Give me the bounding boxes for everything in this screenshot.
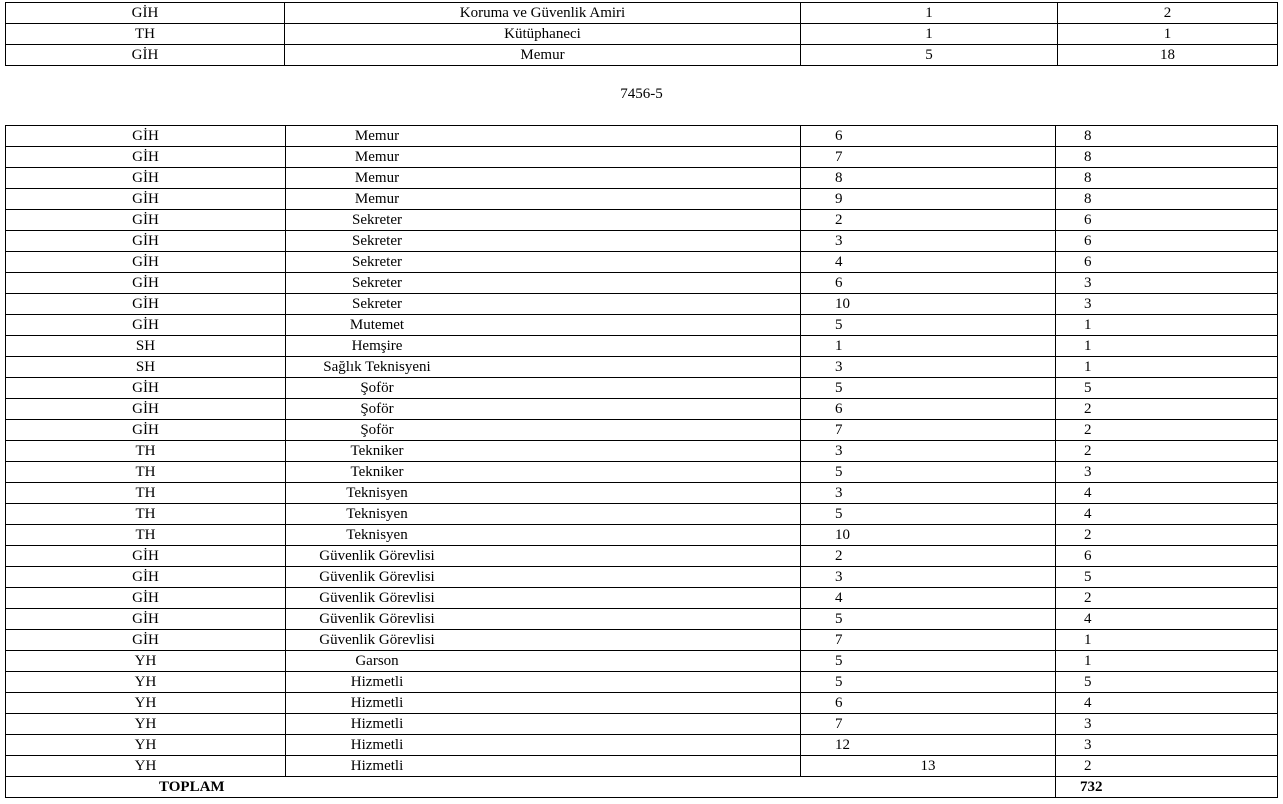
title-text: Sekreter <box>352 275 402 291</box>
title-text: Teknisyen <box>346 527 408 543</box>
title-text-cell <box>286 294 801 315</box>
table-row <box>6 45 1278 66</box>
count-cell: 4 <box>1056 504 1278 525</box>
title-text: Hizmetli <box>350 716 404 732</box>
class-cell: YH <box>6 672 286 693</box>
count-cell: 3 <box>1056 294 1278 315</box>
title-text: Hizmetli <box>350 758 404 774</box>
count-cell: 6 <box>1056 252 1278 273</box>
degree-cell: 3 <box>801 567 1056 588</box>
title-text-cell <box>286 399 801 420</box>
page-number: 7456-5 <box>620 86 663 102</box>
title-text-cell <box>286 567 801 588</box>
class-cell: GİH <box>6 45 285 66</box>
count-cell: 3 <box>1056 735 1278 756</box>
count-cell: 5 <box>1056 567 1278 588</box>
table-row <box>6 24 1278 45</box>
title-text-cell <box>286 609 801 630</box>
class-cell: YH <box>6 735 286 756</box>
title-text: Güvenlik Görevlisi <box>319 611 435 627</box>
main-table <box>5 125 1278 798</box>
class-cell: GİH <box>6 609 286 630</box>
title-text-cell <box>286 504 801 525</box>
degree-cell: 5 <box>801 504 1056 525</box>
title-text-cell <box>286 378 801 399</box>
table-row <box>6 672 1278 693</box>
title-text-cell <box>286 126 801 147</box>
title-text: Mutemet <box>349 317 405 333</box>
count-cell: 6 <box>1056 546 1278 567</box>
title-text: Tekniker <box>350 443 404 459</box>
title-text-cell <box>286 651 801 672</box>
title-text: Memur <box>354 170 400 186</box>
title-text-cell <box>286 147 801 168</box>
class-cell: YH <box>6 756 286 777</box>
degree-cell: 5 <box>801 315 1056 336</box>
title-text: Hizmetli <box>350 695 404 711</box>
degree-cell: 5 <box>801 672 1056 693</box>
title-text: Şoför <box>360 422 394 438</box>
count-cell: 2 <box>1056 420 1278 441</box>
degree-cell: 5 <box>801 45 1058 66</box>
count-cell: 1 <box>1056 651 1278 672</box>
degree-cell: 1 <box>801 336 1056 357</box>
class-cell: TH <box>6 504 286 525</box>
count-cell: 4 <box>1056 483 1278 504</box>
degree-cell: 3 <box>801 231 1056 252</box>
degree-cell: 6 <box>801 273 1056 294</box>
class-cell: GİH <box>6 567 286 588</box>
title-text: Hizmetli <box>350 674 404 690</box>
degree-cell: 1 <box>801 24 1058 45</box>
title-text-cell <box>286 210 801 231</box>
class-cell: GİH <box>6 231 286 252</box>
degree-cell: 7 <box>801 147 1056 168</box>
class-cell: GİH <box>6 147 286 168</box>
count-cell: 8 <box>1056 126 1278 147</box>
class-cell: GİH <box>6 630 286 651</box>
class-cell: GİH <box>6 252 286 273</box>
count-cell: 3 <box>1056 273 1278 294</box>
title-text-cell <box>286 189 801 210</box>
title-text-cell <box>286 483 801 504</box>
title-cell: Koruma ve Güvenlik Amiri <box>285 3 801 24</box>
class-cell: YH <box>6 651 286 672</box>
table-row <box>6 504 1278 525</box>
degree-cell: 10 <box>801 294 1056 315</box>
total-label: TOPLAM <box>6 777 1056 798</box>
count-cell: 5 <box>1056 672 1278 693</box>
degree-cell: 13 <box>801 756 1056 777</box>
table-row <box>6 210 1278 231</box>
degree-cell: 3 <box>801 483 1056 504</box>
title-text: Sekreter <box>352 212 402 228</box>
title-text: Garson <box>355 653 399 669</box>
table-row <box>6 525 1278 546</box>
title-text: Güvenlik Görevlisi <box>319 548 435 564</box>
title-text-cell <box>286 168 801 189</box>
class-cell: GİH <box>6 126 286 147</box>
class-cell: GİH <box>6 588 286 609</box>
class-cell: GİH <box>6 210 286 231</box>
count-cell: 2 <box>1056 399 1278 420</box>
count-cell: 2 <box>1056 441 1278 462</box>
degree-cell: 12 <box>801 735 1056 756</box>
title-cell: Memur <box>285 45 801 66</box>
count-cell: 6 <box>1056 210 1278 231</box>
table-row <box>6 189 1278 210</box>
class-cell: SH <box>6 336 286 357</box>
count-cell: 2 <box>1056 525 1278 546</box>
class-cell: TH <box>6 24 285 45</box>
table-row <box>6 735 1278 756</box>
table-row <box>6 315 1278 336</box>
table-row <box>6 252 1278 273</box>
class-cell: GİH <box>6 420 286 441</box>
title-text-cell <box>286 315 801 336</box>
count-cell: 1 <box>1058 24 1278 45</box>
title-text: Sekreter <box>352 233 402 249</box>
table-row <box>6 378 1278 399</box>
degree-cell: 9 <box>801 189 1056 210</box>
table-row <box>6 483 1278 504</box>
title-text: Güvenlik Görevlisi <box>319 632 435 648</box>
title-text: Sağlık Teknisyeni <box>323 359 431 375</box>
total-value: 732 <box>1056 777 1278 798</box>
title-text-cell <box>286 336 801 357</box>
class-cell: GİH <box>6 546 286 567</box>
title-text: Teknisyen <box>346 485 408 501</box>
table-row <box>6 651 1278 672</box>
class-cell: YH <box>6 693 286 714</box>
table-row <box>6 399 1278 420</box>
title-text-cell <box>286 252 801 273</box>
degree-cell: 4 <box>801 588 1056 609</box>
class-cell: TH <box>6 483 286 504</box>
count-cell: 2 <box>1056 588 1278 609</box>
title-text-cell <box>286 588 801 609</box>
count-cell: 1 <box>1056 336 1278 357</box>
count-cell: 6 <box>1056 231 1278 252</box>
title-text: Hizmetli <box>350 737 404 753</box>
title-text: Tekniker <box>350 464 404 480</box>
title-text: Şoför <box>360 380 394 396</box>
table-row <box>6 3 1278 24</box>
class-cell: TH <box>6 441 286 462</box>
class-cell: GİH <box>6 315 286 336</box>
title-text-cell <box>286 357 801 378</box>
degree-cell: 7 <box>801 714 1056 735</box>
table-row <box>6 231 1278 252</box>
degree-cell: 5 <box>801 378 1056 399</box>
class-cell: YH <box>6 714 286 735</box>
degree-cell: 3 <box>801 357 1056 378</box>
table-row <box>6 294 1278 315</box>
class-cell: SH <box>6 357 286 378</box>
title-text: Memur <box>354 128 400 144</box>
class-cell: GİH <box>6 378 286 399</box>
count-cell: 4 <box>1056 693 1278 714</box>
class-cell: GİH <box>6 168 286 189</box>
class-cell: TH <box>6 462 286 483</box>
title-text-cell <box>286 462 801 483</box>
title-text-cell <box>286 693 801 714</box>
count-cell: 4 <box>1056 609 1278 630</box>
count-cell: 2 <box>1058 3 1278 24</box>
title-text-cell <box>286 630 801 651</box>
count-cell: 3 <box>1056 462 1278 483</box>
degree-cell: 6 <box>801 693 1056 714</box>
title-text-cell <box>286 714 801 735</box>
degree-cell: 8 <box>801 168 1056 189</box>
title-text: Teknisyen <box>346 506 408 522</box>
count-cell: 8 <box>1056 189 1278 210</box>
top-table-body <box>6 3 1278 66</box>
title-text-cell <box>286 735 801 756</box>
degree-cell: 2 <box>801 546 1056 567</box>
class-cell: GİH <box>6 3 285 24</box>
title-text-cell <box>286 441 801 462</box>
degree-cell: 4 <box>801 252 1056 273</box>
title-text: Hemşire <box>351 338 403 354</box>
table-row <box>6 126 1278 147</box>
title-text: Memur <box>354 191 400 207</box>
count-cell: 2 <box>1056 756 1278 777</box>
table-row <box>6 588 1278 609</box>
title-text: Sekreter <box>352 296 402 312</box>
degree-cell: 6 <box>801 399 1056 420</box>
count-cell: 1 <box>1056 357 1278 378</box>
table-row <box>6 273 1278 294</box>
title-text-cell <box>286 756 801 777</box>
table-row <box>6 609 1278 630</box>
table-row <box>6 630 1278 651</box>
degree-cell: 2 <box>801 210 1056 231</box>
main-table-body <box>6 126 1278 798</box>
title-text-cell <box>286 546 801 567</box>
table-row <box>6 462 1278 483</box>
count-cell: 8 <box>1056 168 1278 189</box>
top-table <box>5 2 1278 66</box>
table-row <box>6 168 1278 189</box>
table-row <box>6 756 1278 777</box>
total-row <box>6 777 1278 798</box>
title-text-cell <box>286 231 801 252</box>
title-cell: Kütüphaneci <box>285 24 801 45</box>
title-text-cell <box>286 420 801 441</box>
degree-cell: 5 <box>801 462 1056 483</box>
table-row <box>6 357 1278 378</box>
title-text-cell <box>286 672 801 693</box>
degree-cell: 6 <box>801 126 1056 147</box>
count-cell: 3 <box>1056 714 1278 735</box>
title-text-cell <box>286 525 801 546</box>
degree-cell: 10 <box>801 525 1056 546</box>
count-cell: 1 <box>1056 315 1278 336</box>
class-cell: GİH <box>6 294 286 315</box>
table-row <box>6 420 1278 441</box>
table-row <box>6 336 1278 357</box>
degree-cell: 7 <box>801 420 1056 441</box>
degree-cell: 5 <box>801 651 1056 672</box>
table-row <box>6 693 1278 714</box>
title-text: Güvenlik Görevlisi <box>319 569 435 585</box>
title-text: Güvenlik Görevlisi <box>319 590 435 606</box>
degree-cell: 5 <box>801 609 1056 630</box>
class-cell: GİH <box>6 189 286 210</box>
title-text: Memur <box>354 149 400 165</box>
title-text-cell <box>286 273 801 294</box>
table-row <box>6 714 1278 735</box>
count-cell: 5 <box>1056 378 1278 399</box>
count-cell: 8 <box>1056 147 1278 168</box>
degree-cell: 7 <box>801 630 1056 651</box>
class-cell: TH <box>6 525 286 546</box>
title-text: Şoför <box>360 401 394 417</box>
degree-cell: 3 <box>801 441 1056 462</box>
table-row <box>6 546 1278 567</box>
class-cell: GİH <box>6 399 286 420</box>
table-row <box>6 147 1278 168</box>
table-row <box>6 441 1278 462</box>
class-cell: GİH <box>6 273 286 294</box>
table-row <box>6 567 1278 588</box>
count-cell: 18 <box>1058 45 1278 66</box>
degree-cell: 1 <box>801 3 1058 24</box>
title-text: Sekreter <box>352 254 402 270</box>
count-cell: 1 <box>1056 630 1278 651</box>
